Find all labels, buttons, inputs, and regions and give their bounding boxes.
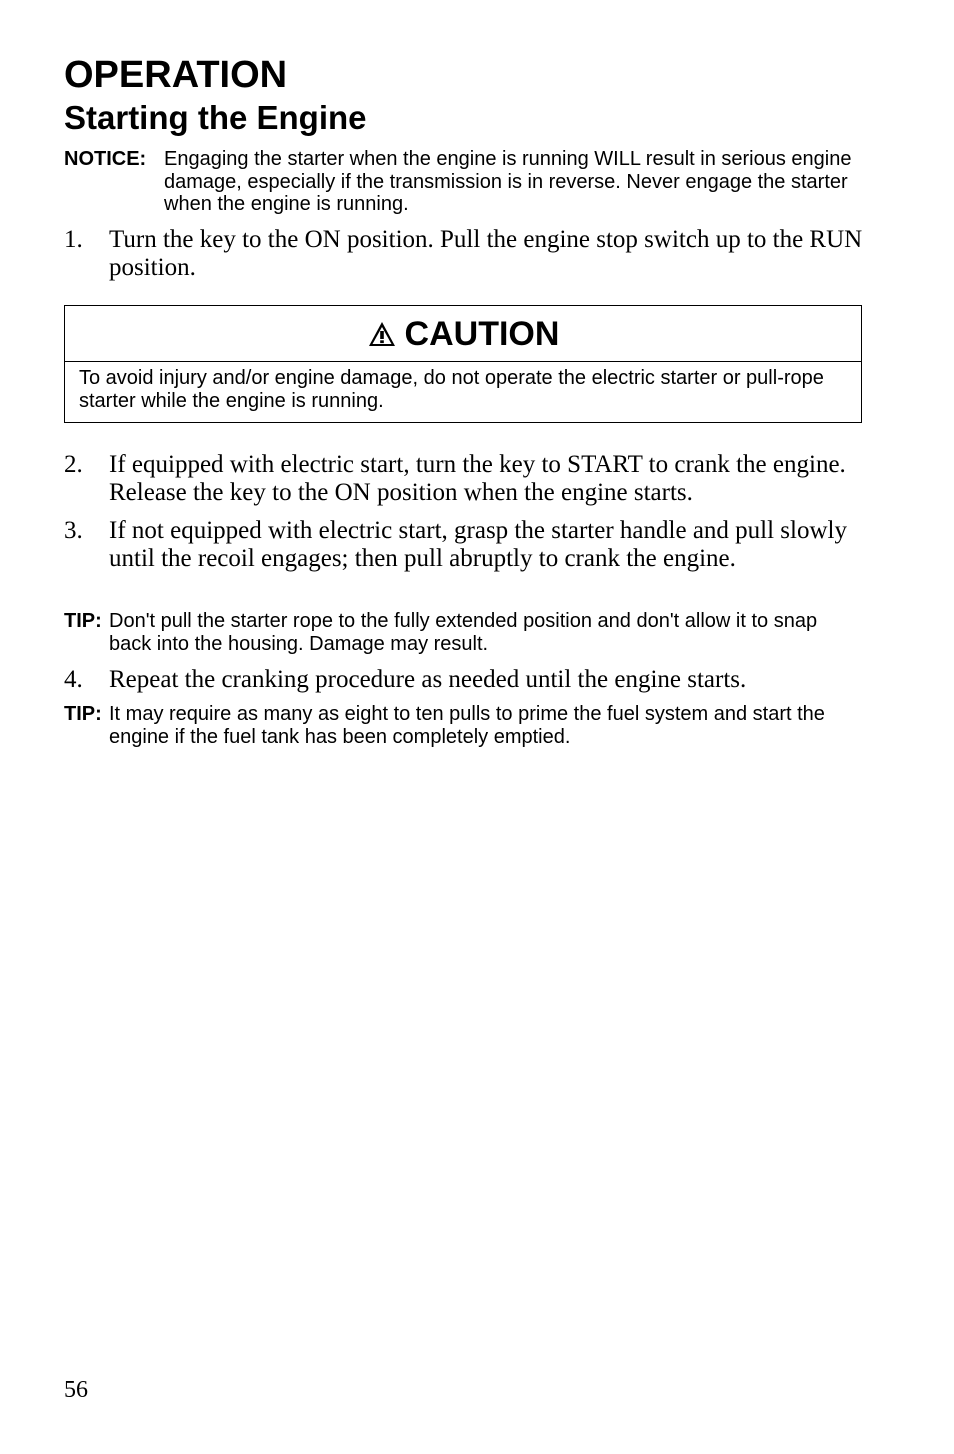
notice-label: NOTICE: — [64, 148, 147, 170]
section-title: OPERATION — [64, 54, 288, 96]
tip-text: Don't pull the starter rope to the fully extended position and don't allow it to snap back into the housing. Damage may result. — [109, 610, 818, 655]
warning-triangle-icon — [367, 320, 397, 348]
step-number: 3. — [64, 517, 83, 544]
tip-label: TIP: — [64, 703, 102, 725]
page-number: 56 — [64, 1377, 88, 1403]
tip-label: TIP: — [64, 610, 102, 632]
subsection-title: Starting the Engine — [64, 99, 367, 136]
step-text: If equipped with electric start, turn the key to START to crank the engine. Release the key to the ON position when the engine starts. — [109, 451, 846, 506]
tip-text: It may require as many as eight to ten pulls to prime the fuel system and start the engine if the fuel tank has been completely emptied. — [109, 703, 825, 748]
step-text: If not equipped with electric start, grasp the starter handle and pull slowly until the recoil engages; then pull abruptly to crank the engine. — [109, 517, 847, 572]
notice-text: Engaging the starter when the engine is running WILL result in serious engine damage, especially if the transmission is in reverse. Never engage the starter when the engine is running. — [164, 148, 852, 215]
step-item — [64, 226, 864, 282]
step-text: Repeat the cranking procedure as needed until the engine starts. — [109, 666, 747, 693]
step-text: Turn the key to the ON position. Pull the engine stop switch up to the RUN position. — [109, 226, 863, 281]
notice-block — [64, 148, 864, 216]
step-item — [64, 517, 864, 573]
step-item — [64, 666, 864, 694]
caution-title: CAUTION — [404, 314, 560, 353]
tip-block — [64, 703, 864, 748]
caution-header — [65, 306, 861, 362]
step-number: 2. — [64, 451, 83, 478]
step-number: 1. — [64, 226, 83, 253]
caution-box — [64, 305, 862, 423]
tip-block — [64, 610, 864, 655]
caution-text: To avoid injury and/or engine damage, do not operate the electric starter or pull-rope starter while the engine is running. — [79, 367, 824, 412]
step-number: 4. — [64, 666, 83, 693]
step-item — [64, 451, 864, 507]
